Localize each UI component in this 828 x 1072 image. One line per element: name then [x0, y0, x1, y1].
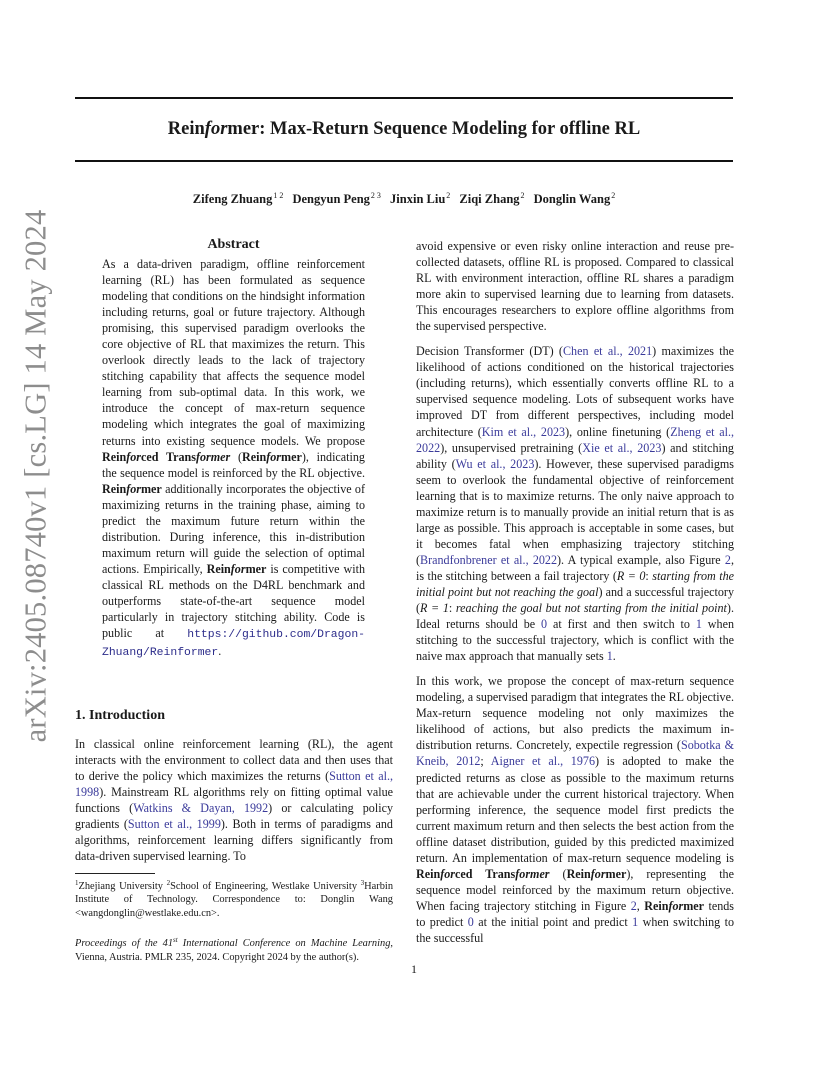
- author: Jinxin Liu$^2$: [390, 191, 451, 206]
- citation-link[interactable]: Kim et al., 2023: [481, 424, 566, 439]
- proceedings-footnote: Proceedings of the 41st International Conference on Machine Learning, Vienna, Austria. PMLR 235, 2024. Copyright 2024 by the author(s).: [75, 936, 393, 963]
- introduction-paragraph: In classical online reinforcement learning (RL), the agent interacts with the environment to collect data and then uses that to derive the policy which maximizes the returns (Sutton et al., 1998). Mainstream RL algorithms rely on fitting optimal value functions (Watkins & Dayan, 1992) or calculating policy gradients (Sutton et al., 1999). Both in terms of paradigms and algorithms, reinforcement learning differs significantly from data-driven supervised learning. To: [75, 737, 393, 864]
- citation-link[interactable]: Sobotka & Kneib, 2012: [416, 738, 734, 769]
- title-rule-bottom: [75, 160, 733, 162]
- abstract-heading: Abstract: [207, 237, 260, 252]
- body-paragraph: In this work, we propose the concept of max-return sequence modeling, a supervised paradigm that integrates the RL objective. Max-return sequence modeling not only maximizes the likelihood of actions, but also predicts the maximum in-distribution returns. Concretely, expectile regression (Sobotka & Kneib, 2012; Aigner et al., 1976) is adopted to make the predicted returns as close as possible to the maximum returns that are achievable under the current historical trajectory. When performing inference, the sequence model first predicts the current maximum return and then selects the best action from the offline dataset distribution, guided by this predicted maximized return. An implementation of max-return sequence modeling is Reinforced Transformer (Reinformer), representing the sequence model reinforced by the maximum return objective. When facing trajectory stitching in Figure 2, Reinformer tends to predict 0 at the initial point and predict 1 when switching to the successful: [416, 674, 735, 945]
- citation-link[interactable]: Xie et al., 2023: [582, 440, 662, 455]
- citation-link[interactable]: Sutton et al., 1999: [127, 817, 221, 832]
- author: Donglin Wang$^2$: [533, 191, 616, 206]
- citation-link[interactable]: Sutton et al., 1998: [75, 769, 393, 800]
- affiliation-footnote: $^1$Zhejiang University $^2$School of Engineering, Westlake University $^3$Harbin Institute of Technology. Correspondence to: Donglin Wang <wangdonglin@westlake.edu.cn>.: [75, 879, 394, 919]
- citation-link[interactable]: Chen et al., 2021: [562, 344, 653, 359]
- citation-link[interactable]: Brandfonbrener et al., 2022: [420, 552, 558, 567]
- citation-link[interactable]: Wu et al., 2023: [455, 456, 535, 471]
- paper-title: Reinformer: Max-Return Sequence Modeling for offline RL: [167, 119, 641, 139]
- code-link[interactable]: https://github.com/Dragon-Zhuang/Reinformer: [102, 629, 365, 660]
- footnotes: [75, 877, 393, 964]
- citation-link[interactable]: Aigner et al., 1976: [490, 754, 595, 769]
- introduction-heading: 1. Introduction: [75, 708, 165, 723]
- body-paragraph: Decision Transformer (DT) (Chen et al., 2021) maximizes the likelihood of actions conditioned on the historical trajectories (including returns), which essentially converts offline RL to a supervised sequence modeling. Lots of subsequent works have improved DT from different perspectives, including model architecture (Kim et al., 2023), online finetuning (Zheng et al., 2022), unsupervised pretraining (Xie et al., 2023) and stitching ability (Wu et al., 2023). However, these supervised paradigms seem to overlook the fundamental objective of reinforcement learning that is to maximize returns. The only naive approach to maximize return is to manually provide an initial return that is as large as possible. This approach is acceptable in some cases, but it becomes fatal when emphasizing trajectory stitching (Brandfonbrener et al., 2022). A typical example, also Figure 2, is the stitching between a fail trajectory (R = 0: starting from the initial point but not reaching the goal) and a successful trajectory (R = 1: reaching the goal but not starting from the initial point). Ideal returns should be 0 at first and then switch to 1 when stitching to the successful trajectory, which is conflict with the naive max approach that manually sets 1.: [416, 344, 735, 664]
- introduction-section: [75, 707, 393, 864]
- abstract-text: As a data-driven paradigm, offline reinforcement learning (RL) has been formulated as sequence modeling that conditions on the hindsight information including returns, goal or future trajectory. Although promising, this supervised paradigm overlooks the core objective of RL that maximizes the return. This overlook directly leads to the lack of trajectory stitching capability that affects the sequence model learning from sub-optimal data. In this work, we introduce the concept of max-return sequence modeling which integrates the goal of maximizing returns into existing sequence models. We propose Reinforced Transformer (Reinformer), indicating the sequence model is reinforced by the RL objective. Reinformer additionally incorporates the objective of maximizing returns in the training phase, aiming to predict the maximum future return within the distribution. During inference, this in-distribution maximum return will guide the selection of optimal actions. Empirically, Reinformer is competitive with classical RL methods on the D4RL benchmark and outperforms state-of-the-art sequence model particularly in trajectory stitching ability. Code is public at https://github.com/Dragon-Zhuang/Reinformer.: [102, 257, 366, 660]
- body-paragraph: avoid expensive or even risky online interaction and reuse pre-collected datasets, offline RL is proposed. Compared to classical RL with environment interaction, offline RL shares a paradigm more akin to supervised learning due to learning from datasets. This encourages researchers to explore offline algorithms from the supervised perspective.: [416, 239, 734, 334]
- title-rule-top: [75, 97, 733, 99]
- right-column: [416, 238, 734, 946]
- citation-link[interactable]: Watkins & Dayan, 1992: [133, 801, 269, 816]
- citation-link[interactable]: Zheng et al., 2022: [416, 424, 734, 455]
- figure-link[interactable]: 2: [724, 552, 731, 567]
- footnote-rule: [75, 873, 155, 874]
- arxiv-stamp-text: arXiv:2405.08740v1 [cs.LG] 14 May 2024: [18, 209, 53, 743]
- author: Dengyun Peng$^{2 3}$: [292, 191, 381, 206]
- abstract-section: [102, 236, 365, 661]
- author: Zifeng Zhuang$^{1 2}$: [192, 191, 284, 206]
- author: Ziqi Zhang$^2$: [459, 191, 525, 206]
- page-number: 1: [411, 962, 417, 976]
- author-list: [75, 191, 733, 207]
- figure-link[interactable]: 2: [630, 898, 637, 913]
